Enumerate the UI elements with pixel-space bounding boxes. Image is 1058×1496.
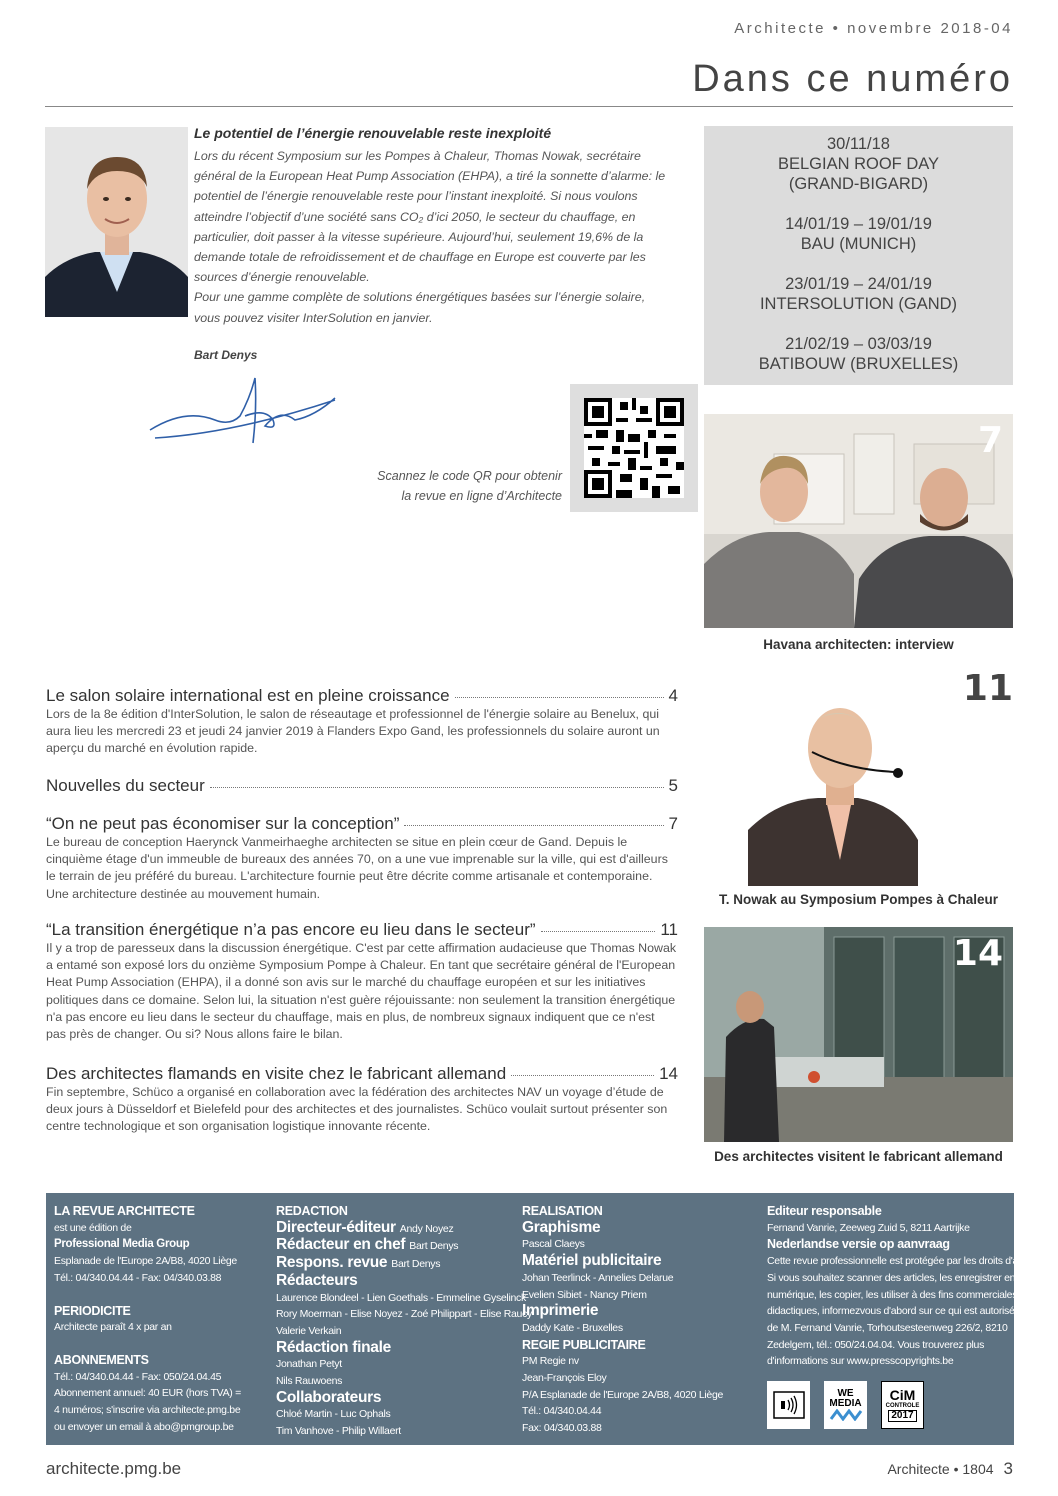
colophon-line [767,1270,1050,1287]
toc-leader-dots [541,931,656,932]
qr-caption-line: Scannez le code QR pour obtenir [377,469,562,483]
wemedia-logo-text: WE MEDIA [829,1388,862,1409]
colophon-line [522,1320,723,1337]
colophon-line [767,1236,1050,1253]
toc-entry-heading [46,814,678,834]
colophon-person: Bart Denys [391,1258,441,1271]
colophon-text: REALISATION [522,1204,603,1218]
colophon-line [54,1253,241,1270]
colophon-line [767,1253,1050,1270]
colophon-logos [767,1381,924,1429]
colophon-line [54,1303,241,1320]
colophon-line [54,1236,241,1253]
colophon-text: Matériel publicitaire [522,1252,662,1270]
toc-entry-heading [46,1064,678,1084]
colophon-line [276,1255,532,1273]
colophon-line [767,1353,1050,1370]
colophon-line [767,1337,1050,1354]
colophon-gap [54,1336,241,1352]
qr-code-icon [584,398,684,498]
event-name: BAU (MUNICH) [800,235,917,253]
event-item [704,274,1013,314]
qr-code-matrix [584,398,684,498]
colophon-line [54,1385,241,1402]
colophon-text: Abonnement annuel: 40 EUR (hors TVA) = [54,1387,241,1400]
colophon-line [522,1370,723,1387]
colophon-line [522,1403,723,1420]
editorial-body [194,146,674,328]
colophon-text: P/A Esplanade de l'Europe 2A/B8, 4020 Liège [522,1388,724,1401]
toc-entry[interactable] [46,1064,678,1136]
cim-logo-year: 2017 [888,1410,916,1422]
colophon-text: Tél.: 04/340.04.44 - Fax: 050/24.04.45 [54,1370,222,1383]
cim-logo [881,1381,924,1429]
colophon-person: Andy Noyez [399,1222,454,1235]
colophon-text: Graphisme [522,1218,601,1236]
events-calendar [704,126,1013,385]
colophon-text: Jonathan Petyt [276,1358,342,1371]
wemedia-logo [824,1381,867,1429]
colophon-line [276,1406,532,1423]
colophon-line [276,1340,532,1357]
colophon-text: 4 numéros; s'inscrire via architecte.pmg.be [54,1404,241,1417]
colophon-text: Si vous souhaitez scanner des articles, les enregistrer en version [767,1271,1050,1284]
qr-caption-line: la revue en ligne d’Architecte [401,489,562,503]
colophon-text: ou envoyer un email à abo@pmgroup.be [54,1420,234,1433]
colophon-text: Editeur responsable [767,1204,882,1218]
event-date: 14/01/19 – 19/01/19 [785,215,932,233]
colophon-text: Daddy Kate - Bruxelles [522,1321,623,1334]
toc-entry-page: 5 [668,776,678,795]
colophon-text: Tim Vanhove - Philip Willaert [276,1425,401,1438]
toc-leader-dots [404,825,663,826]
colophon-text: PM Regie nv [522,1355,579,1368]
colophon-line [522,1270,723,1287]
colophon-line [54,1220,241,1237]
colophon-line [522,1287,723,1304]
editor-portrait-illustration [45,127,188,317]
cim-logo-text: CiM [889,1387,916,1403]
qr-code[interactable] [570,384,698,512]
running-head: Architecte • novembre 2018-04 [734,20,1013,37]
colophon-line [54,1419,241,1436]
toc-entry-description: Lors de la 8e édition d'InterSolution, le salon de réseautage et professionnel de l'énergie solaire au Benelux, qui aura lieu les mercredi 23 et jeudi 24 janvier 2019 à Flanders Expo Gand, les professionnels du solaire auront un aperçu du marché en évolution rapide. [46,707,660,756]
toc-entry-title: Le salon solaire international est en pleine croissance [46,686,450,705]
event-name: (GRAND-BIGARD) [788,175,929,193]
page-title: Dans ce numéro [692,58,1013,100]
toc-entry-description: Fin septembre, Schüco a organisé en collaboration avec la fédération des architectes NAV un voyage d’étude de deux jours à Düsseldorf et Bielefeld pour des architectes et des journalistes. Schüco voulait surtout présenter son centre technologique et son organisation logistique innovante récente. [46,1085,668,1134]
photo-nowak-illustration [748,690,918,886]
photo-caption: Havana architecten: interview [763,637,954,652]
toc-entry-title: “On ne peut pas économiser sur la conception” [46,814,400,833]
toc-entry-page: 11 [660,920,678,939]
colophon-column-publisher [54,1203,241,1435]
colophon-text: Nils Rauwoens [276,1375,343,1388]
toc-entry-heading [46,686,678,706]
colophon-text: Pascal Claeys [522,1238,585,1251]
colophon-text: REGIE PUBLICITAIRE [522,1337,646,1352]
colophon-text: d'informations sur www.presscopyrights.be [767,1355,954,1368]
colophon-line [276,1323,532,1340]
colophon-text: de M. Fernand Vanrie, Torhoutsesteenweg 226/2, 8210 [767,1321,1008,1334]
colophon-line [522,1353,723,1370]
event-item [704,334,1013,374]
colophon-line [54,1270,241,1287]
colophon-text: Fernand Vanrie, Zeeweg Zuid 5, 8211 Aartrijke [767,1221,970,1234]
colophon-line [54,1369,241,1386]
colophon-text: Valerie Verkain [276,1324,342,1337]
editor-portrait [45,127,188,317]
colophon-line [767,1203,1050,1220]
colophon-text: Fax: 04/340.03.88 [522,1422,602,1435]
colophon-text: Rédaction finale [276,1338,391,1356]
colophon-text: Chloé Martin - Luc Ophals [276,1408,391,1421]
colophon-line [276,1203,532,1220]
photo-page-number: 11 [962,668,1013,709]
toc-entry-heading [46,776,678,796]
colophon-column-realisation [522,1203,723,1437]
colophon-text: Cette revue professionnelle est protégée par les droits d'auteur. [767,1255,1043,1268]
toc-leader-dots [210,787,664,788]
colophon-text: Respons. revue [276,1254,388,1272]
colophon-text: Rédacteurs [276,1271,358,1289]
event-name: BATIBOUW (BRUXELLES) [758,355,959,373]
editorial-author: Bart Denys [194,348,258,362]
colophon-line [522,1387,723,1404]
colophon-line [276,1220,532,1238]
colophon-text: Rédacteur en chef [276,1236,406,1254]
colophon-text: Imprimerie [522,1302,599,1320]
folio [887,1459,1013,1479]
folio-text: Architecte • 1804 [887,1461,994,1477]
colophon-line [522,1220,723,1237]
colophon-text: ABONNEMENTS [54,1352,149,1367]
toc-leader-dots [455,697,664,698]
toc-entry-title: “La transition énergétique n’a pas encore eu lieu dans le secteur” [46,920,536,939]
toc-entry-heading [46,920,678,940]
toc-entry[interactable] [46,686,678,758]
colophon-text: Jean-François Eloy [522,1372,607,1385]
sound-logo-icon [767,1381,810,1429]
colophon-column-redaction [276,1203,532,1440]
toc-entry[interactable] [46,814,678,903]
colophon-text: Tél.: 04/340.04.44 - Fax: 04/340.03.88 [54,1271,222,1284]
colophon-text: numérique, les copier, les utiliser à des fins commerciales ou [767,1288,1031,1301]
photo-page-number: 7 [977,420,1003,461]
editorial-paragraph: Lors du récent Symposium sur les Pompes à Chaleur, Thomas Nowak, secrétaire général de la European Heat Pump Association (EHPA), a tiré la sonnette d’alarme: le potentiel de l’énergie renouvelable reste pour l’instant inexploité. Si nous voulons atteindre l’objectif d’une société sans CO₂ d’ici 2050, le secteur du chauffage, en particulier, doit passer à la vitesse supérieure. Aujourd’hui, seulement 19,6% de la demande totale de refroidissement et de chauffage en Europe est couverte par les sources d’énergie renouvelable. [194,149,666,285]
toc-entry-page: 7 [668,814,678,833]
colophon-line [767,1320,1050,1337]
toc-leader-dots [511,1075,654,1076]
event-name: BELGIAN ROOF DAY [777,155,940,173]
colophon-line [276,1290,532,1307]
colophon-text: Rory Moerman - Elise Noyez - Zoé Philippart - Elise Raucy [276,1308,532,1321]
colophon-text: PERIODICITE [54,1303,131,1318]
toc-entry-description: Il y a trop de paresseux dans la discussion énergétique. C'est par cette affirmation audacieuse que Thomas Nowak a entamé son exposé lors du onzième Symposium Pompe à Chaleur. En tant que secrétaire général de l'European Heat Pump Association (EHPA), il a donné son avis sur le marché du chauffage européen et sur les initiatives politiques dans ce domaine. Selon lui, la situation n'est guère réjouissante: non seulement la transition énergétique n'a pas encore eu lieu dans le secteur du chauffage, mais en plus, de nombreux signaux indiquent que ce n'est pas près de changer. Ou si? Nous allons faire le bilan. [46,941,677,1042]
event-date: 23/01/19 – 24/01/19 [785,275,932,293]
colophon-line [54,1402,241,1419]
colophon-text: Nederlandse versie op aanvraag [767,1237,950,1252]
colophon-text: Architecte paraît 4 x par an [54,1321,172,1334]
toc-entry-description: Le bureau de conception Haerynck Vanmeirhaeghe architecten se situe en plein cœur de Gand. Depuis le cinquième étage d'un immeuble de bureaux des années 70, on a une vue imprenable sur la ville, qui est d'ailleurs le terrain de jeu préféré du bureau. L'architecture fournie peut être décrite comme artisanale et contemporaine. Une architecture destinée au mouvement humain. [46,835,668,901]
wemedia-mark-icon [829,1409,863,1421]
colophon-line [767,1287,1050,1304]
qr-caption [330,466,562,506]
colophon-text: Directeur-éditeur [276,1218,396,1236]
website-link[interactable]: architecte.pmg.be [46,1459,182,1478]
colophon-line [522,1420,723,1437]
page-number: 3 [1003,1459,1013,1478]
colophon-line [522,1253,723,1270]
colophon [46,1193,1050,1445]
colophon-text: REDACTION [276,1204,348,1218]
colophon-line [276,1273,532,1290]
colophon-text: Johan Teerlinck - Annelies Delarue [522,1271,674,1284]
colophon-line [276,1423,532,1440]
toc-entry-title: Nouvelles du secteur [46,776,205,795]
colophon-person: Bart Denys [409,1240,459,1253]
photo-schuco-factory[interactable] [704,927,1013,1142]
colophon-text: est une édition de [54,1221,132,1234]
photo-nowak[interactable] [748,690,918,886]
cim-logo-sub: CONTROLE [885,1403,920,1409]
event-name: INTERSOLUTION (GAND) [759,295,958,313]
event-date: 21/02/19 – 03/03/19 [785,335,932,353]
colophon-line [767,1220,1050,1237]
photo-havana-illustration [704,414,1013,628]
colophon-line [767,1303,1050,1320]
photo-caption: Des architectes visitent le fabricant allemand [714,1149,1003,1164]
colophon-line [522,1337,723,1354]
photo-caption: T. Nowak au Symposium Pompes à Chaleur [718,892,999,907]
toc-entry[interactable] [46,776,678,796]
colophon-text: Zedelgem, tél.: 050/24.04.04. Vous trouverez plus [767,1338,985,1351]
toc-entry-page: 4 [668,686,678,705]
colophon-gap [54,1287,241,1303]
colophon-text: Professional Media Group [54,1238,190,1251]
colophon-line [276,1390,532,1407]
colophon-text: Tél.: 04/340.04.44 [522,1405,602,1418]
colophon-line [276,1306,532,1323]
toc-entry[interactable] [46,920,678,1043]
colophon-line [276,1373,532,1390]
colophon-text: Collaborateurs [276,1388,382,1406]
colophon-line [54,1352,241,1369]
event-item [704,134,1013,194]
colophon-line [522,1303,723,1320]
colophon-line [54,1203,241,1220]
speaker-icon [772,1390,806,1420]
colophon-text: Laurence Blondeel - Lien Goethals - Emmeline Gyselinck [276,1291,526,1304]
event-date: 30/11/18 [826,135,890,153]
editorial-title: Le potentiel de l’énergie renouvelable reste inexploité [194,125,552,141]
colophon-text: Evelien Sibiet - Nancy Priem [522,1288,647,1301]
colophon-column-editeur [767,1203,1050,1370]
colophon-line [276,1356,532,1373]
colophon-line [54,1319,241,1336]
photo-page-number: 14 [952,933,1003,974]
toc-entry-title: Des architectes flamands en visite chez le fabricant allemand [46,1064,507,1083]
photo-havana-architecten[interactable] [704,414,1013,628]
colophon-text: didactiques, informezvous d'abord sur ce qui est autorisé auprès [767,1305,1048,1318]
colophon-line [522,1203,723,1220]
toc-entry-page: 14 [659,1064,678,1083]
event-item [704,214,1013,254]
signature-graphic [145,368,345,453]
title-rule [45,106,1013,107]
colophon-line [522,1236,723,1253]
editorial-paragraph: Pour une gamme complète de solutions énergétiques basées sur l’énergie solaire, vous pouvez visiter InterSolution en janvier. [194,290,646,325]
colophon-text: Esplanade de l'Europe 2A/B8, 4020 Liège [54,1255,237,1268]
colophon-line [276,1237,532,1255]
colophon-text: LA REVUE ARCHITECTE [54,1204,195,1218]
